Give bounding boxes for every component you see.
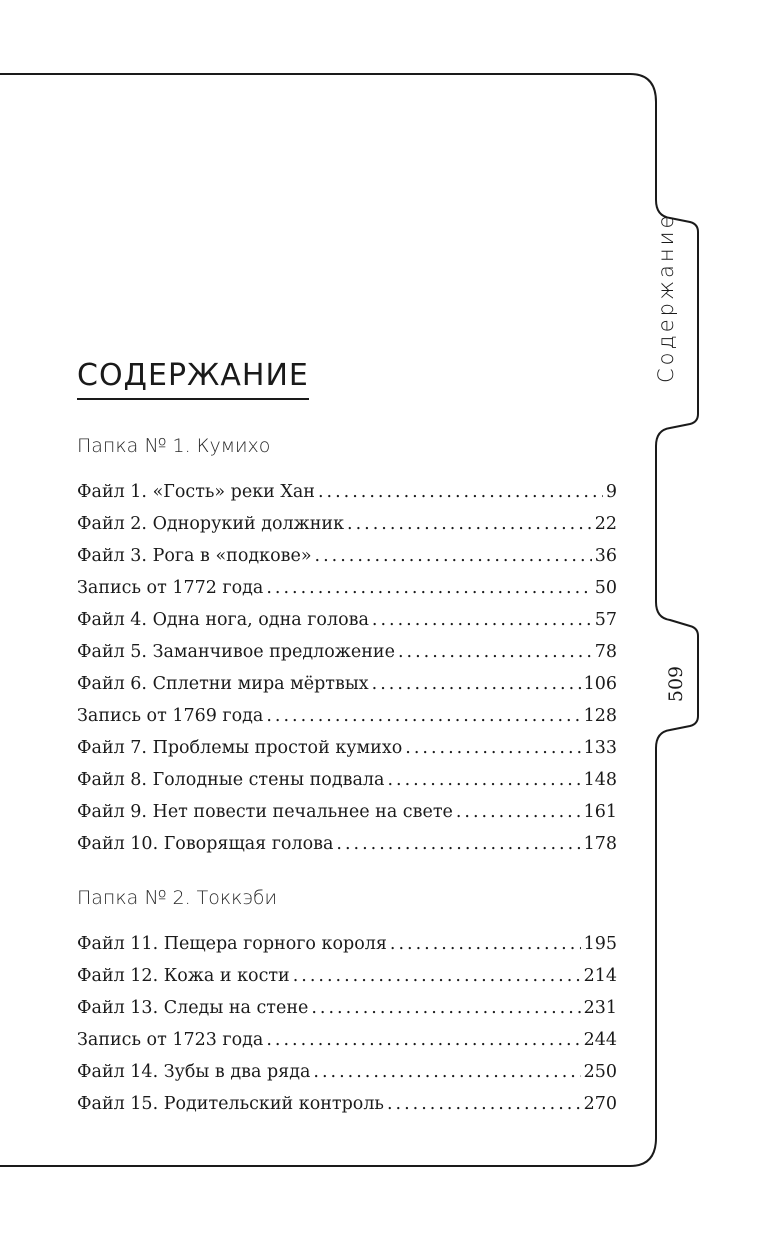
leader-dots [266,1024,580,1056]
entry-page: 106 [583,674,617,694]
leader-dots [372,668,581,700]
toc-entries [77,928,617,1120]
entry-title: Файл 5. Заманчивое предложение [77,642,395,662]
entry-page: 214 [583,966,617,986]
entry-page: 148 [583,770,617,790]
leader-dots [315,540,592,572]
toc-entry[interactable] [77,732,617,764]
toc-entry[interactable] [77,668,617,700]
entry-page: 50 [594,578,617,598]
entry-page: 195 [583,934,617,954]
toc-entry[interactable] [77,1024,617,1056]
leader-dots [347,508,592,540]
entry-title: Запись от 1772 года [77,578,264,598]
entry-page: 9 [605,482,617,502]
leader-dots [387,1088,581,1120]
entry-title: Файл 4. Одна нога, одна голова [77,610,369,630]
entry-title: Файл 8. Голодные стены подвала [77,770,385,790]
leader-dots [336,828,580,860]
leader-dots [405,732,580,764]
leader-dots [266,700,580,732]
toc-entry[interactable] [77,1088,617,1120]
side-tab-contents-label[interactable]: Содержание [654,212,678,383]
toc-entry[interactable] [77,928,617,960]
toc-entry[interactable] [77,604,617,636]
entry-title: Файл 10. Говорящая голова [77,834,334,854]
leader-dots [456,796,581,828]
toc-entry[interactable] [77,636,617,668]
toc-entries [77,476,617,860]
entry-page: 244 [583,1030,617,1050]
page-title: СОДЕРЖАНИЕ [77,356,309,400]
toc-entry[interactable] [77,796,617,828]
leader-dots [318,476,603,508]
entry-page: 133 [583,738,617,758]
side-tab-page-number: 509 [665,665,687,703]
entry-title: Файл 9. Нет повести печальнее на свете [77,802,453,822]
entry-page: 22 [594,514,617,534]
entry-title: Файл 1. «Гость» реки Хан [77,482,315,502]
entry-title: Файл 13. Следы на стене [77,998,309,1018]
leader-dots [311,992,580,1024]
leader-dots [390,928,581,960]
leader-dots [372,604,592,636]
entry-title: Файл 11. Пещера горного короля [77,934,387,954]
entry-page: 78 [594,642,617,662]
toc-section-folder-1 [77,430,617,860]
entry-page: 161 [583,802,617,822]
toc-entry[interactable] [77,508,617,540]
entry-title: Файл 7. Проблемы простой кумихо [77,738,403,758]
leader-dots [398,636,592,668]
leader-dots [293,960,581,992]
toc-entry[interactable] [77,992,617,1024]
toc-entry[interactable] [77,828,617,860]
entry-title: Файл 2. Однорукий должник [77,514,345,534]
section-title: Папка № 2. Токкэби [77,887,278,909]
toc-section-folder-2 [77,882,617,1120]
leader-dots [266,572,591,604]
entry-page: 178 [583,834,617,854]
entry-title: Запись от 1769 года [77,706,264,726]
toc-entry[interactable] [77,764,617,796]
toc-entry[interactable] [77,572,617,604]
entry-title: Файл 14. Зубы в два ряда [77,1062,311,1082]
toc-entry[interactable] [77,700,617,732]
leader-dots [313,1056,580,1088]
entry-page: 270 [583,1094,617,1114]
entry-title: Файл 3. Рога в «подкове» [77,546,312,566]
toc-entry[interactable] [77,476,617,508]
toc-entry[interactable] [77,540,617,572]
section-title: Папка № 1. Кумихо [77,435,271,457]
table-of-contents [77,430,617,1120]
toc-entry[interactable] [77,1056,617,1088]
entry-page: 231 [583,998,617,1018]
entry-title: Файл 6. Сплетни мира мёртвых [77,674,369,694]
leader-dots [387,764,580,796]
entry-title: Файл 15. Родительский контроль [77,1094,384,1114]
entry-page: 57 [594,610,617,630]
entry-page: 250 [583,1062,617,1082]
entry-page: 36 [594,546,617,566]
entry-title: Файл 12. Кожа и кости [77,966,290,986]
toc-entry[interactable] [77,960,617,992]
entry-title: Запись от 1723 года [77,1030,264,1050]
entry-page: 128 [583,706,617,726]
